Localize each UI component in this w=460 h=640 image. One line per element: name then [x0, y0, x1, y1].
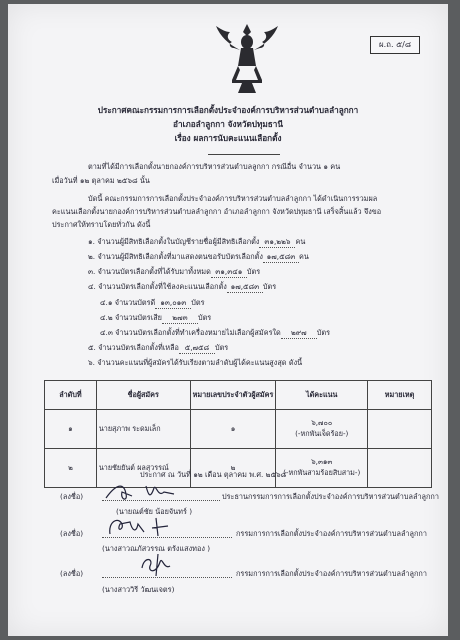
item-1: ๑. จำนวนผู้มีสิทธิเลือกตั้งในบัญชีรายชื่อผู้มีสิทธิเลือกตั้ง ๓๑,๒๒๖ คน — [88, 237, 306, 246]
header-line-2: อำเภอลำลูกกา จังหวัดปทุมธานี — [173, 119, 283, 129]
sign-role-2: กรรมการการเลือกตั้งประจำองค์การบริหารส่วนตำบลลำลูกกา — [236, 529, 427, 538]
form-code-box: ผ.ถ. ๕/๘ — [370, 36, 420, 54]
cell-number: ๑ — [190, 410, 276, 449]
sign-role-1: ประธานกรรมการการเลือกตั้งประจำองค์การบริหารส่วนตำบลลำลูกกา — [222, 492, 439, 501]
divider — [208, 154, 280, 155]
sign-label-2: (ลงชื่อ) — [60, 529, 84, 538]
sign-name-1: (นายณต์ชัย น้อยจันทร์ ) — [116, 507, 193, 516]
item-4-1: ๔.๑ จำนวนบัตรดี ๑๓,๐๑๓ บัตร — [100, 298, 205, 307]
sign-name-2: (นางสาวณภัสวรรณ ตรังแสงทอง ) — [102, 544, 211, 553]
item-3: ๓. จำนวนบัตรเลือกตั้งที่ได้รับมาทั้งหมด ๓๑,๓๔๑ บัตร — [88, 267, 261, 276]
body-line-2: คะแนนเลือกตั้งนายกองค์การบริหารส่วนตำบลลำลูกกา อำเภอลำลูกกา จังหวัดปทุมธานี เสร็จสิ้นแล้ว จึงขอ — [52, 207, 382, 216]
body-line-1: บัดนี้ คณะกรรมการการเลือกตั้งประจำองค์การบริหารส่วนตำบลลำลูกกา ได้ดำเนินการรวมผล — [88, 194, 378, 203]
col-header-number: หมายเลขประจำตัวผู้สมัคร — [190, 381, 276, 410]
cell-note — [368, 410, 432, 449]
col-header-votes: ได้คะแนน — [276, 381, 368, 410]
cell-note — [368, 449, 432, 488]
intro-line-1: ตามที่ได้มีการเลือกตั้งนายกองค์การบริหารส่วนตำบลลูกกา กรณีอื่น จำนวน ๑ คน — [88, 162, 341, 171]
col-header-name: ชื่อผู้สมัคร — [96, 381, 190, 410]
garuda-emblem-icon — [214, 22, 280, 96]
document-page — [8, 4, 448, 636]
item-4: ๔. จำนวนบัตรเลือกตั้งที่ใช้ลงคะแนนเลือกตั้ง ๑๗,๕๘๓ บัตร — [88, 282, 277, 291]
item-4-2: ๔.๒ จำนวนบัตรเสีย ๒๗๓ บัตร — [100, 313, 212, 322]
cell-votes — [276, 449, 368, 488]
table-row — [45, 410, 432, 449]
table-header-row — [45, 381, 432, 410]
sign-line-2 — [102, 529, 232, 538]
sign-label-3: (ลงชื่อ) — [60, 569, 84, 578]
sign-label-1: (ลงชื่อ) — [60, 492, 84, 501]
cell-votes — [276, 410, 368, 449]
intro-line-2: เมื่อวันที่ ๑๒ ตุลาคม ๒๕๖๘ นั้น — [52, 176, 150, 185]
header-title: เรื่อง ผลการนับคะแนนเลือกตั้ง — [174, 133, 282, 143]
col-header-rank: ลำดับที่ — [45, 381, 97, 410]
item-2: ๒. จำนวนผู้มีสิทธิเลือกตั้งที่มาแสดงตนขอรับบัตรเลือกตั้ง ๑๗,๕๘๓ คน — [88, 252, 309, 261]
cell-name: นายสุภาพ ระดมเล็ก — [96, 410, 190, 449]
cell-rank: ๒ — [45, 449, 97, 488]
body-line-3: ประกาศให้ทราบโดยทั่วกัน ดังนี้ — [52, 220, 151, 229]
item-6: ๖. จำนวนคะแนนที่ผู้สมัครได้รับเรียงตามลำดับผู้ได้คะแนนสูงสุด ดังนี้ — [88, 358, 303, 367]
announce-date: ประกาศ ณ วันที่ ๑๒ เดือน ตุลาคม พ.ศ. ๒๕๖๘ — [140, 470, 287, 479]
votes-words: (-หกพันเจ็ดร้อย-) — [295, 429, 349, 438]
col-header-note: หมายเหตุ — [368, 381, 432, 410]
sign-role-3: กรรมการการเลือกตั้งประจำองค์การบริหารส่วนตำบลลำลูกกา — [236, 569, 427, 578]
sign-name-3: (นางสาววิรี วัฒนเจตร) — [102, 585, 175, 594]
sign-line-1 — [102, 492, 220, 501]
votes-number: ๖,๗๐๐ — [311, 418, 333, 427]
item-4-3: ๔.๓ จำนวนบัตรเลือกตั้งที่ทำเครื่องหมายไม่เลือกผู้สมัครใด ๒๙๗ บัตร — [100, 328, 331, 337]
cell-name: นายชัยยันต์ ผลสุวรรณ์ — [96, 449, 190, 488]
cell-number: ๒ — [190, 449, 276, 488]
votes-number: ๖,๓๑๓ — [311, 457, 333, 466]
header-line-1: ประกาศคณะกรรมการการเลือกตั้งประจำองค์การบริหารส่วนตำบลลำลูกกา — [97, 105, 359, 115]
sign-line-3 — [102, 569, 232, 578]
votes-words: (-หกพันสามร้อยสิบสาม-) — [283, 468, 361, 477]
item-5: ๕. จำนวนบัตรเลือกตั้งที่เหลือ ๕,๗๕๘ บัตร — [88, 343, 229, 352]
cell-rank: ๑ — [45, 410, 97, 449]
